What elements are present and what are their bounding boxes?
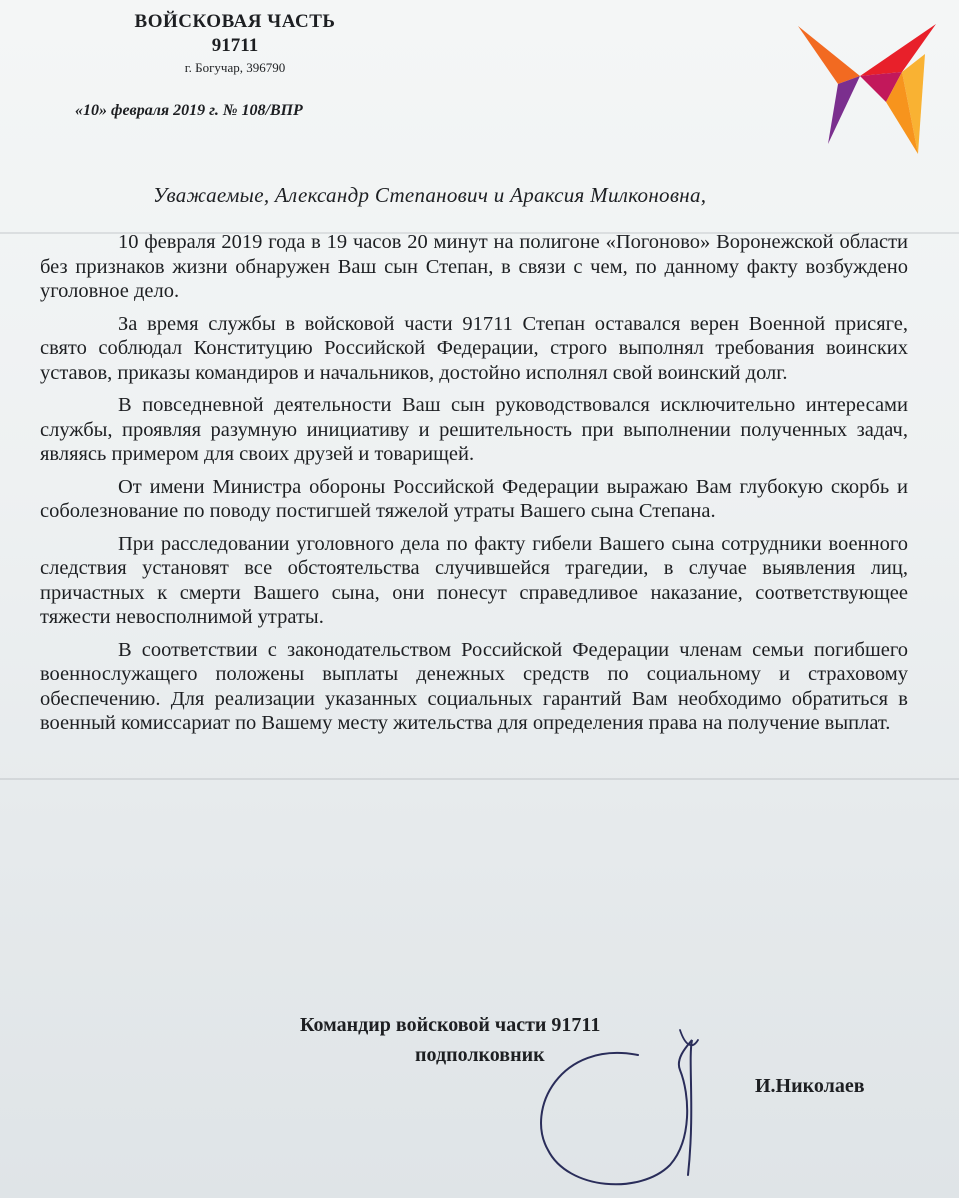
paragraph: В повседневной деятельности Ваш сын руководствовался исключительно интересами службы, проявляя разумную инициативу и решительность при выполнении полученных задач, являясь примером для своих друзей и товарищей.	[40, 394, 908, 465]
letter-body	[40, 230, 908, 744]
paragraph: За время службы в войсковой части 91711 Степан оставался верен Военной присяге, свято соблюдал Конституцию Российской Федерации, строго выполнял требования воинских уставов, приказы командиров и начальников, достойно исполнял свой воинский долг.	[40, 312, 908, 384]
paragraph: От имени Министра обороны Российской Федерации выражаю Вам глубокую скорбь и соболезнование по поводу постигшей тяжелой утраты Вашего сына Степана.	[40, 475, 908, 522]
paragraph: 10 февраля 2019 года в 19 часов 20 минут на полигоне «Погоново» Воронежской области без признаков жизни обнаружен Ваш сын Степан, в связи с чем, по данному факту возбуждено уголовное дело.	[40, 231, 908, 302]
position-line-1: Командир войсковой части 91711	[300, 1014, 601, 1036]
signatory-name: И.Николаев	[755, 1075, 865, 1097]
handwritten-signature	[520, 1000, 740, 1195]
unit-address: г. Богучар, 396790	[184, 60, 286, 75]
paragraph: При расследовании уголовного дела по факту гибели Вашего сына сотрудники военного следствия установят все обстоятельства случившейся трагедии, в случае выявления лиц, причастных к смерти Вашего сына, они понесут справедливое наказание, соответствующее тяжести невосполнимой утраты.	[40, 532, 908, 628]
unit-title: ВОЙСКОВАЯ ЧАСТЬ	[134, 11, 336, 32]
position-line-2: подполковник	[415, 1044, 545, 1066]
bird-logo-icon	[790, 14, 940, 159]
unit-number: 91711	[211, 35, 259, 56]
document-reference: «10» февраля 2019 г. № 108/ВПР	[75, 102, 303, 119]
paragraph: В соответствии с законодательством Российской Федерации членам семьи погибшего военнослужащего положены выплаты денежных средств по социальному и страховому обеспечению. Для реализации указанных социальных гарантий Вам необходимо обратиться в военный комиссариат по Вашему месту жительства для определения права на получение выплат.	[40, 638, 908, 734]
paper-fold	[0, 778, 959, 780]
letterhead	[105, 10, 365, 78]
salutation: Уважаемые, Александр Степанович и Араксия Милконовна,	[153, 183, 707, 207]
